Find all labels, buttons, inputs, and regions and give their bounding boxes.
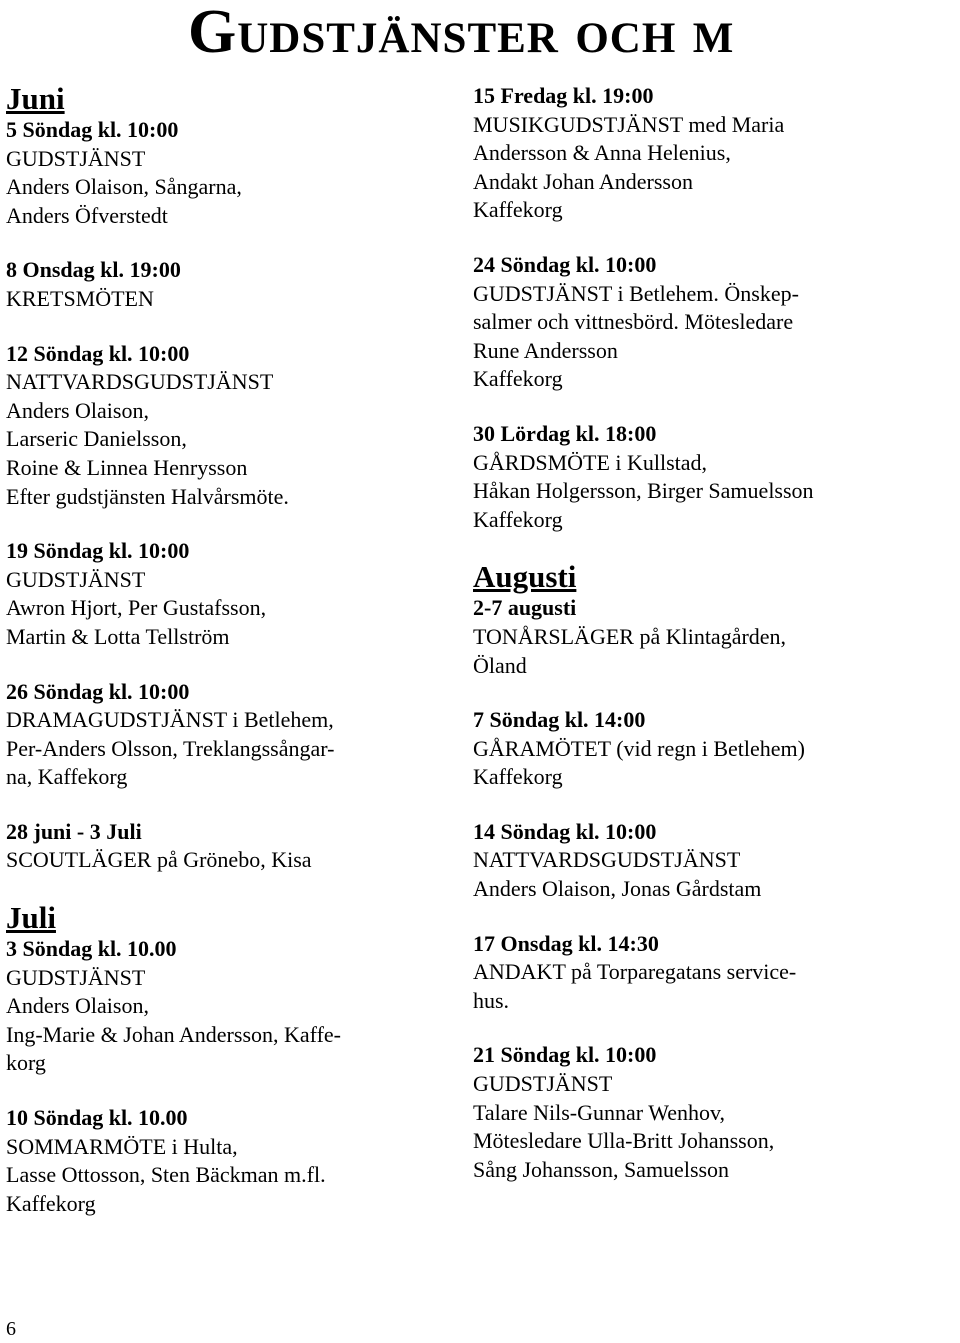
event-entry [6, 256, 451, 313]
event-entry [473, 82, 953, 225]
month-heading-july: Juli [6, 900, 56, 936]
event-detail-line: Anders Olaison, Sångarna, [6, 174, 242, 200]
event-date: 26 Söndag kl. 10:00 [6, 678, 190, 704]
event-detail-line: Ing-Marie & Johan Andersson, Kaffe- [6, 1021, 342, 1047]
event-entry [6, 537, 451, 651]
event-entry [6, 935, 451, 1078]
event-detail-line: Mötesledare Ulla-Britt Johansson, [473, 1128, 775, 1154]
event-entry [6, 818, 451, 875]
event-entry [473, 1041, 953, 1184]
event-date: 24 Söndag kl. 10:00 [473, 251, 657, 277]
event-date: 5 Söndag kl. 10:00 [6, 117, 179, 142]
event-entry [473, 251, 953, 394]
event-entry [6, 1104, 451, 1218]
event-entry [473, 818, 953, 904]
event-detail-line: MUSIKGUDSTJÄNST med Maria [473, 111, 785, 137]
event-detail-line: Håkan Holgersson, Birger Samuelsson [473, 478, 814, 504]
event-detail-line: Sång Johansson, Samuelsson [473, 1156, 730, 1182]
event-date: 28 juni - 3 Juli [6, 818, 142, 844]
right-column [473, 82, 953, 1184]
event-detail-line: Kaffekorg [6, 1190, 96, 1216]
event-detail-line: Andakt Johan Andersson [473, 168, 693, 194]
event-detail-line: GUDSTJÄNST [6, 145, 146, 171]
event-entry [6, 340, 451, 512]
event-detail-line: Larseric Danielsson, [6, 426, 187, 452]
event-date: 3 Söndag kl. 10.00 [6, 936, 177, 962]
july-event-list-right [473, 82, 953, 534]
event-date: 8 Onsdag kl. 19:00 [6, 257, 181, 283]
event-detail-line: salmer och vittnesbörd. Mötesledare [473, 309, 794, 335]
event-detail-line: Kaffekorg [473, 366, 563, 392]
event-detail-line: GÅRDSMÖTE i Kullstad, [473, 449, 708, 475]
event-entry [473, 706, 953, 792]
event-date: 7 Söndag kl. 14:00 [473, 707, 646, 733]
event-detail-line: Rune Andersson [473, 337, 618, 363]
event-detail-line: Roine & Linnea Henrysson [6, 454, 248, 480]
page-title: Gudstjänster och m [188, 0, 735, 66]
event-detail-line: ANDAKT på Torparegatans service- [473, 959, 797, 985]
event-detail-line: Kaffekorg [473, 197, 563, 223]
event-date: 14 Söndag kl. 10:00 [473, 818, 657, 844]
event-detail-line: KRETSMÖTEN [6, 285, 154, 311]
event-detail-line: na, Kaffekorg [6, 764, 128, 790]
event-detail-line: Martin & Lotta Tellström [6, 623, 230, 649]
event-detail-line: Awron Hjort, Per Gustafsson, [6, 595, 267, 621]
event-detail-line: Anders Öfverstedt [6, 202, 168, 228]
event-date: 17 Onsdag kl. 14:30 [473, 930, 659, 956]
left-column [6, 82, 451, 1218]
event-detail-line: Öland [473, 652, 527, 678]
event-detail-line: Anders Olaison, Jonas Gårdstam [473, 876, 762, 902]
event-detail-line: Per-Anders Olsson, Treklangssångar- [6, 735, 335, 761]
event-detail-line: Talare Nils-Gunnar Wenhov, [473, 1099, 726, 1125]
event-detail-line: DRAMAGUDSTJÄNST i Betlehem, [6, 707, 334, 733]
july-event-list-left [6, 935, 451, 1218]
august-event-list [473, 594, 953, 1184]
event-detail-line: GUDSTJÄNST [6, 566, 146, 592]
event-date: 10 Söndag kl. 10.00 [6, 1105, 188, 1131]
event-entry [473, 594, 953, 680]
event-entry [6, 678, 451, 792]
event-date: 21 Söndag kl. 10:00 [473, 1042, 657, 1068]
event-detail-line: GUDSTJÄNST [6, 964, 146, 990]
event-date: 30 Lördag kl. 18:00 [473, 420, 657, 446]
event-date: 15 Fredag kl. 19:00 [473, 83, 654, 108]
event-detail-line: Kaffekorg [473, 506, 563, 532]
month-heading-august: Augusti [473, 559, 577, 595]
event-detail-line: SCOUTLÄGER på Grönebo, Kisa [6, 847, 312, 873]
event-entry [473, 420, 953, 534]
event-detail-line: TONÅRSLÄGER på Klintagården, [473, 623, 787, 649]
event-date: 2-7 augusti [473, 595, 577, 621]
event-detail-line: SOMMARMÖTE i Hulta, [6, 1133, 238, 1159]
event-detail-line: Efter gudstjänsten Halvårsmöte. [6, 483, 289, 509]
june-event-list [6, 116, 451, 875]
event-detail-line: NATTVARDSGUDSTJÄNST [6, 369, 274, 395]
event-detail-line: Lasse Ottosson, Sten Bäckman m.fl. [6, 1162, 326, 1188]
event-date: 19 Söndag kl. 10:00 [6, 538, 190, 564]
event-detail-line: GUDSTJÄNST i Betlehem. Önskep- [473, 280, 799, 306]
month-heading-june: Juni [6, 81, 65, 116]
event-detail-line: NATTVARDSGUDSTJÄNST [473, 847, 741, 873]
event-detail-line: hus. [473, 987, 510, 1013]
event-detail-line: Andersson & Anna Helenius, [473, 140, 731, 166]
event-detail-line: GUDSTJÄNST [473, 1071, 613, 1097]
event-detail-line: korg [6, 1050, 46, 1076]
event-detail-line: Anders Olaison, [6, 993, 149, 1019]
page-number: 6 [6, 1318, 16, 1340]
event-entry [473, 930, 953, 1016]
event-date: 12 Söndag kl. 10:00 [6, 340, 190, 366]
event-detail-line: Kaffekorg [473, 764, 563, 790]
event-entry [6, 116, 451, 230]
event-detail-line: Anders Olaison, [6, 397, 149, 423]
event-detail-line: GÅRAMÖTET (vid regn i Betlehem) [473, 735, 805, 761]
